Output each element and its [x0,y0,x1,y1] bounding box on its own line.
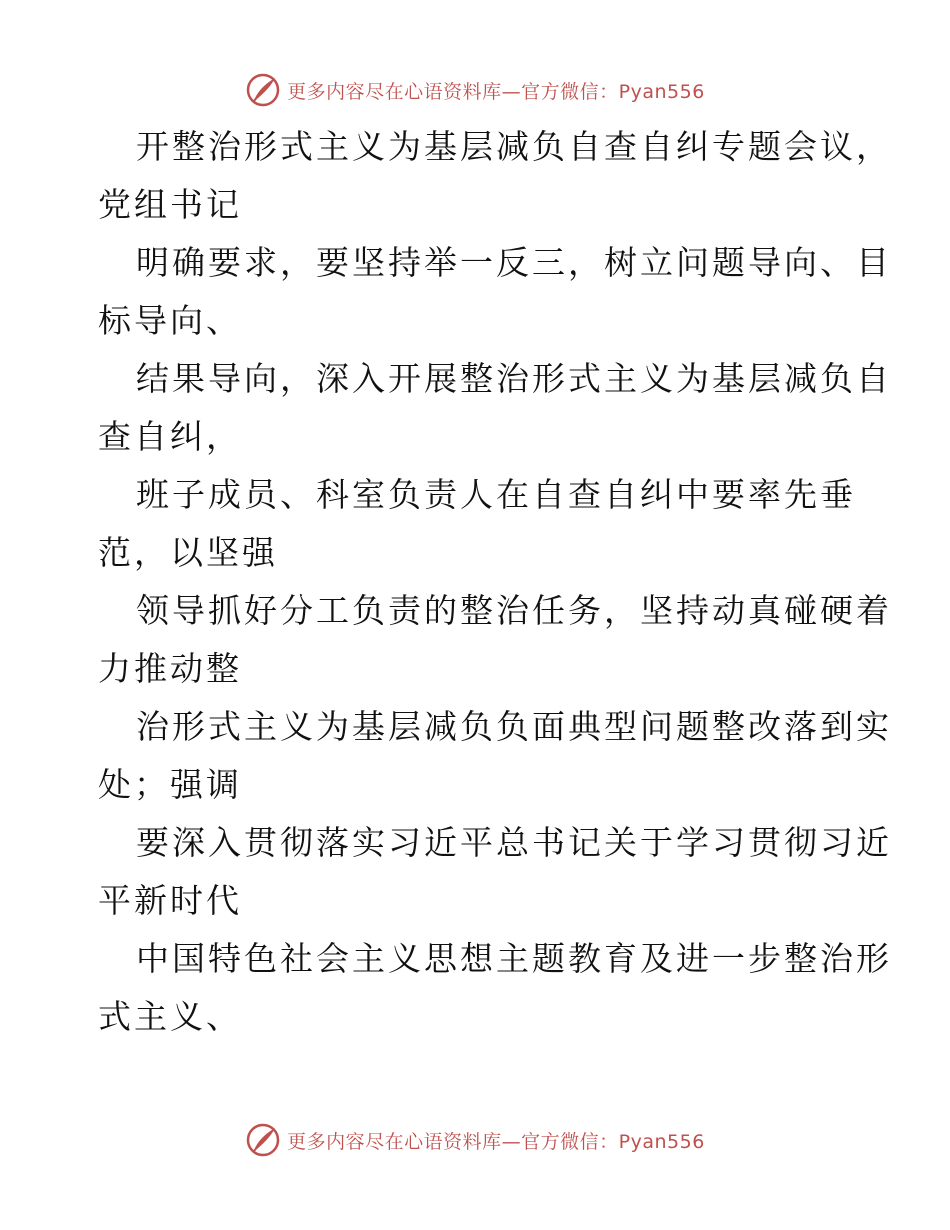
text-line: 中国特色社会主义思想主题教育及进一步整治形 [136,939,892,978]
text-line: 查自纠， [98,417,242,456]
text-line: 要深入贯彻落实习近平总书记关于学习贯彻习近 [136,823,892,862]
quill-logo-icon [245,72,281,108]
footer-banner-text: 更多内容尽在心语资料库—官方微信：Pyan556 [287,1130,705,1153]
text-line: 处；强调 [98,765,242,804]
text-line: 范，以坚强 [98,533,278,572]
text-line: 平新时代 [98,881,242,920]
quill-logo-icon [245,1122,281,1158]
header-banner-text: 更多内容尽在心语资料库—官方微信：Pyan556 [287,80,705,103]
footer-banner [0,1120,950,1160]
text-line: 力推动整 [98,649,242,688]
text-line: 式主义、 [98,997,242,1036]
document-body [98,118,892,1046]
text-line: 开整治形式主义为基层减负自查自纠专题会议， [136,127,892,166]
text-line: 党组书记 [98,185,242,224]
header-banner [0,70,950,110]
text-line: 标导向、 [98,301,242,340]
text-line: 结果导向，深入开展整治形式主义为基层减负自 [136,359,892,398]
text-line: 治形式主义为基层减负负面典型问题整改落到实 [136,707,892,746]
text-line: 明确要求，要坚持举一反三，树立问题导向、目 [136,243,892,282]
text-line: 领导抓好分工负责的整治任务，坚持动真碰硬着 [136,591,892,630]
text-line: 班子成员、科室负责人在自查自纠中要率先垂 [136,475,856,514]
